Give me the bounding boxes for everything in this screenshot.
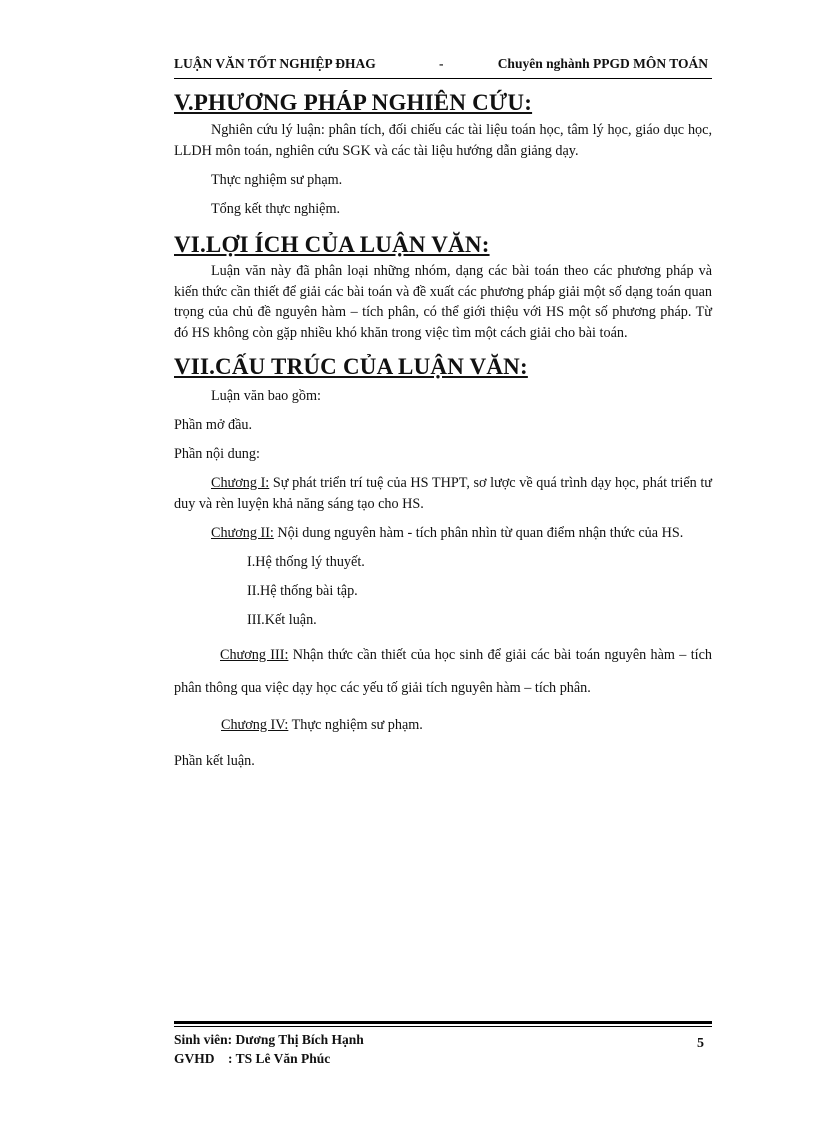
chapter-2-text: Nội dung nguyên hàm - tích phân nhìn từ quan điểm nhận thức của HS.	[273, 525, 684, 541]
page-number: 5	[697, 1036, 704, 1051]
chapter-4-label: Chương IV:	[221, 717, 289, 733]
header-separator: -	[439, 56, 444, 71]
section-5-heading: V.PHƯƠNG PHÁP NGHIÊN CỨU:	[174, 90, 533, 115]
footer-rule-thin	[174, 1026, 712, 1027]
header-major: Chuyên nghành PPGD MÔN TOÁN	[497, 56, 708, 71]
chapter-1-label: Chương I:	[211, 475, 270, 491]
chapter-1	[174, 473, 712, 515]
chapter-2-label: Chương II:	[211, 525, 274, 541]
page-body	[174, 88, 712, 772]
chapter-3-label: Chương III:	[220, 647, 289, 663]
header-rule	[174, 78, 712, 79]
chapter-2-item: III.Kết luận.	[247, 612, 317, 628]
header-thesis-title: LUẬN VĂN TỐT NGHIỆP ĐHAG	[174, 56, 376, 71]
section-7-heading: VII.CẤU TRÚC CỦA LUẬN VĂN:	[174, 354, 528, 379]
opening-part: Phần mở đầu.	[174, 417, 253, 433]
chapter-2-item: I.Hệ thống lý thuyết.	[247, 554, 365, 570]
section-5-paragraph-1: Nghiên cứu lý luận: phân tích, đối chiếu các tài liệu toán học, tâm lý học, giáo dục học, LLDH môn toán, nghiên cứu SGK và các tài liệu hướng dẫn giảng dạy.	[174, 122, 712, 159]
chapter-2-item: II.Hệ thống bài tập.	[247, 583, 358, 599]
page-footer	[174, 1030, 708, 1068]
chapter-3-text: Nhận thức cần thiết của học sinh để giải các bài toán nguyên hàm – tích phân thông qua việc dạy học các yếu tố giải tích nguyên hàm – tích phân.	[174, 647, 712, 696]
chapter-4-text: Thực nghiệm sư phạm.	[288, 717, 423, 733]
footer-student: Sinh viên: Dương Thị Bích Hạnh	[174, 1032, 364, 1047]
chapter-4	[174, 715, 712, 736]
section-7-intro: Luận văn bao gồm:	[211, 388, 321, 404]
section-5-paragraph-2: Thực nghiệm sư phạm.	[211, 172, 343, 188]
page-header	[174, 56, 708, 76]
section-5-paragraph-3: Tổng kết thực nghiệm.	[211, 201, 341, 217]
content-part: Phần nội dung:	[174, 446, 260, 462]
conclusion-part: Phần kết luận.	[174, 753, 255, 769]
footer-advisor: GVHD : TS Lê Văn Phúc	[174, 1051, 331, 1066]
section-6-paragraph: Luận văn này đã phân loại những nhóm, dạng các bài toán theo các phương pháp và kiến thức cần thiết để giải các bài toán và đề xuất các phương pháp giải một số dạng toán quan trọng của chủ đề nguyên hàm – tích phân, có thể giới thiệu với HS một số phương pháp. Từ đó HS không còn gặp nhiều khó khăn trong việc tìm một cách giải cho bài toán.	[174, 263, 712, 341]
chapter-3	[174, 639, 712, 705]
chapter-1-text: Sự phát triển trí tuệ của HS THPT, sơ lược về quá trình dạy học, phát triển tư duy và rèn luyện khả năng sáng tạo cho HS.	[174, 475, 712, 512]
chapter-2	[174, 523, 712, 544]
footer-rule-thick	[174, 1021, 712, 1024]
section-6-heading: VI.LỢI ÍCH CỦA LUẬN VĂN:	[174, 232, 490, 257]
